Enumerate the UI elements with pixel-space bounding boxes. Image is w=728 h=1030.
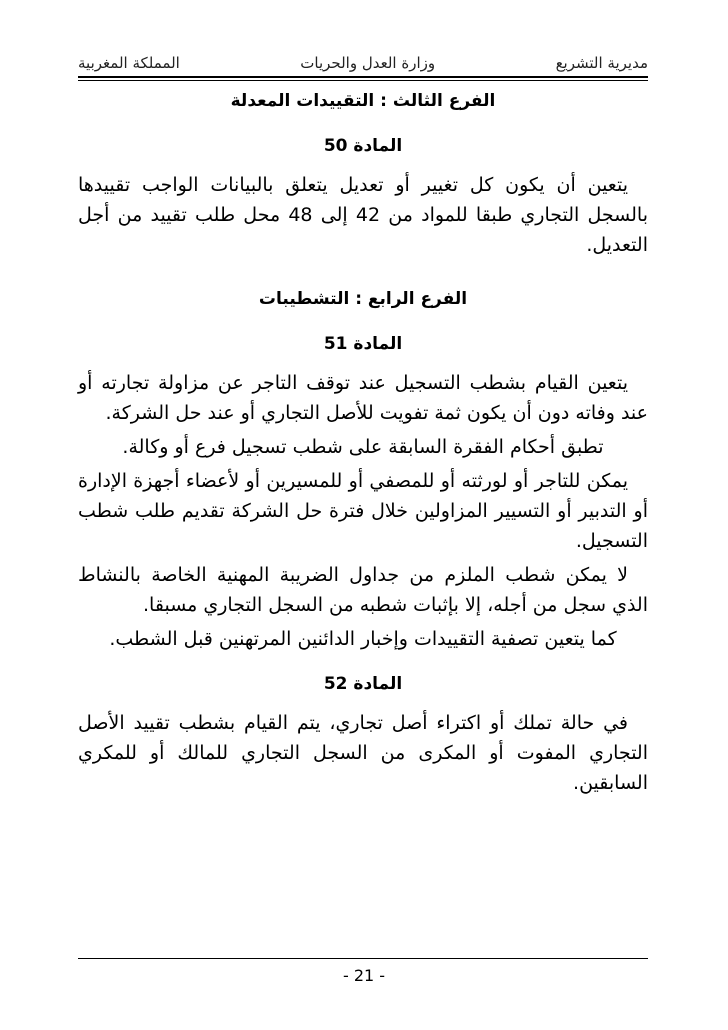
header-ministry: وزارة العدل والحريات [300,54,436,72]
header-directorate: مديرية التشريع [555,54,648,72]
article50-title: المادة 50 [323,136,403,156]
article52-paragraph-1: في حالة تملك أو اكتراء أصل تجاري، يتم القيام بشطب تقييد الأصل التجاري المفوت أو المكرى من السجل التجاري للمالك أو للمكري السابقين. [78,712,648,794]
article51-title: المادة 51 [323,334,403,354]
footer-divider [78,958,648,959]
article51-paragraph-4: لا يمكن شطب الملزم من جداول الضريبة المهنية الخاصة بالنشاط الذي سجل من أجله، إلا بإثبات شطبه من السجل التجاري مسبقا. [78,564,648,616]
article50-paragraph-1: يتعين أن يكون كل تغيير أو تعديل يتعلق بالبيانات الواجب تقييدها بالسجل التجاري طبقا للمواد من 42 إلى 48 محل طلب تقييد من أجل التعديل. [78,174,648,256]
header-divider [78,76,648,78]
page-header [78,38,648,72]
header-kingdom: المملكة المغربية [78,54,180,72]
article51-paragraph-2: تطبق أحكام الفقرة السابقة على شطب تسجيل فرع أو وكالة. [122,436,604,458]
article51-paragraph-1: يتعين القيام بشطب التسجيل عند توقف التاجر عن مزاولة تجارته أو عند وفاته دون أن يكون ثمة تفويت للأصل التجاري أو عند حل الشركة. [78,372,648,424]
article52-title: المادة 52 [323,674,403,694]
branch3-title: الفرع الثالث : التقييدات المعدلة [230,91,496,111]
article51-paragraph-3: يمكن للتاجر أو لورثته أو للمصفي أو للمسيرين أو لأعضاء أجهزة الإدارة أو التدبير أو التسيير المزاولين خلال فترة حل الشركة تقديم طلب شطب التسجيل. [78,470,648,552]
branch4-title: الفرع الرابع : التشطيبات [258,289,468,309]
page-content [78,82,648,798]
article51-paragraph-5: كما يتعين تصفية التقييدات وإخبار الدائنين المرتهنين قبل الشطب. [109,628,617,650]
page-number: - 21 - [342,966,386,985]
